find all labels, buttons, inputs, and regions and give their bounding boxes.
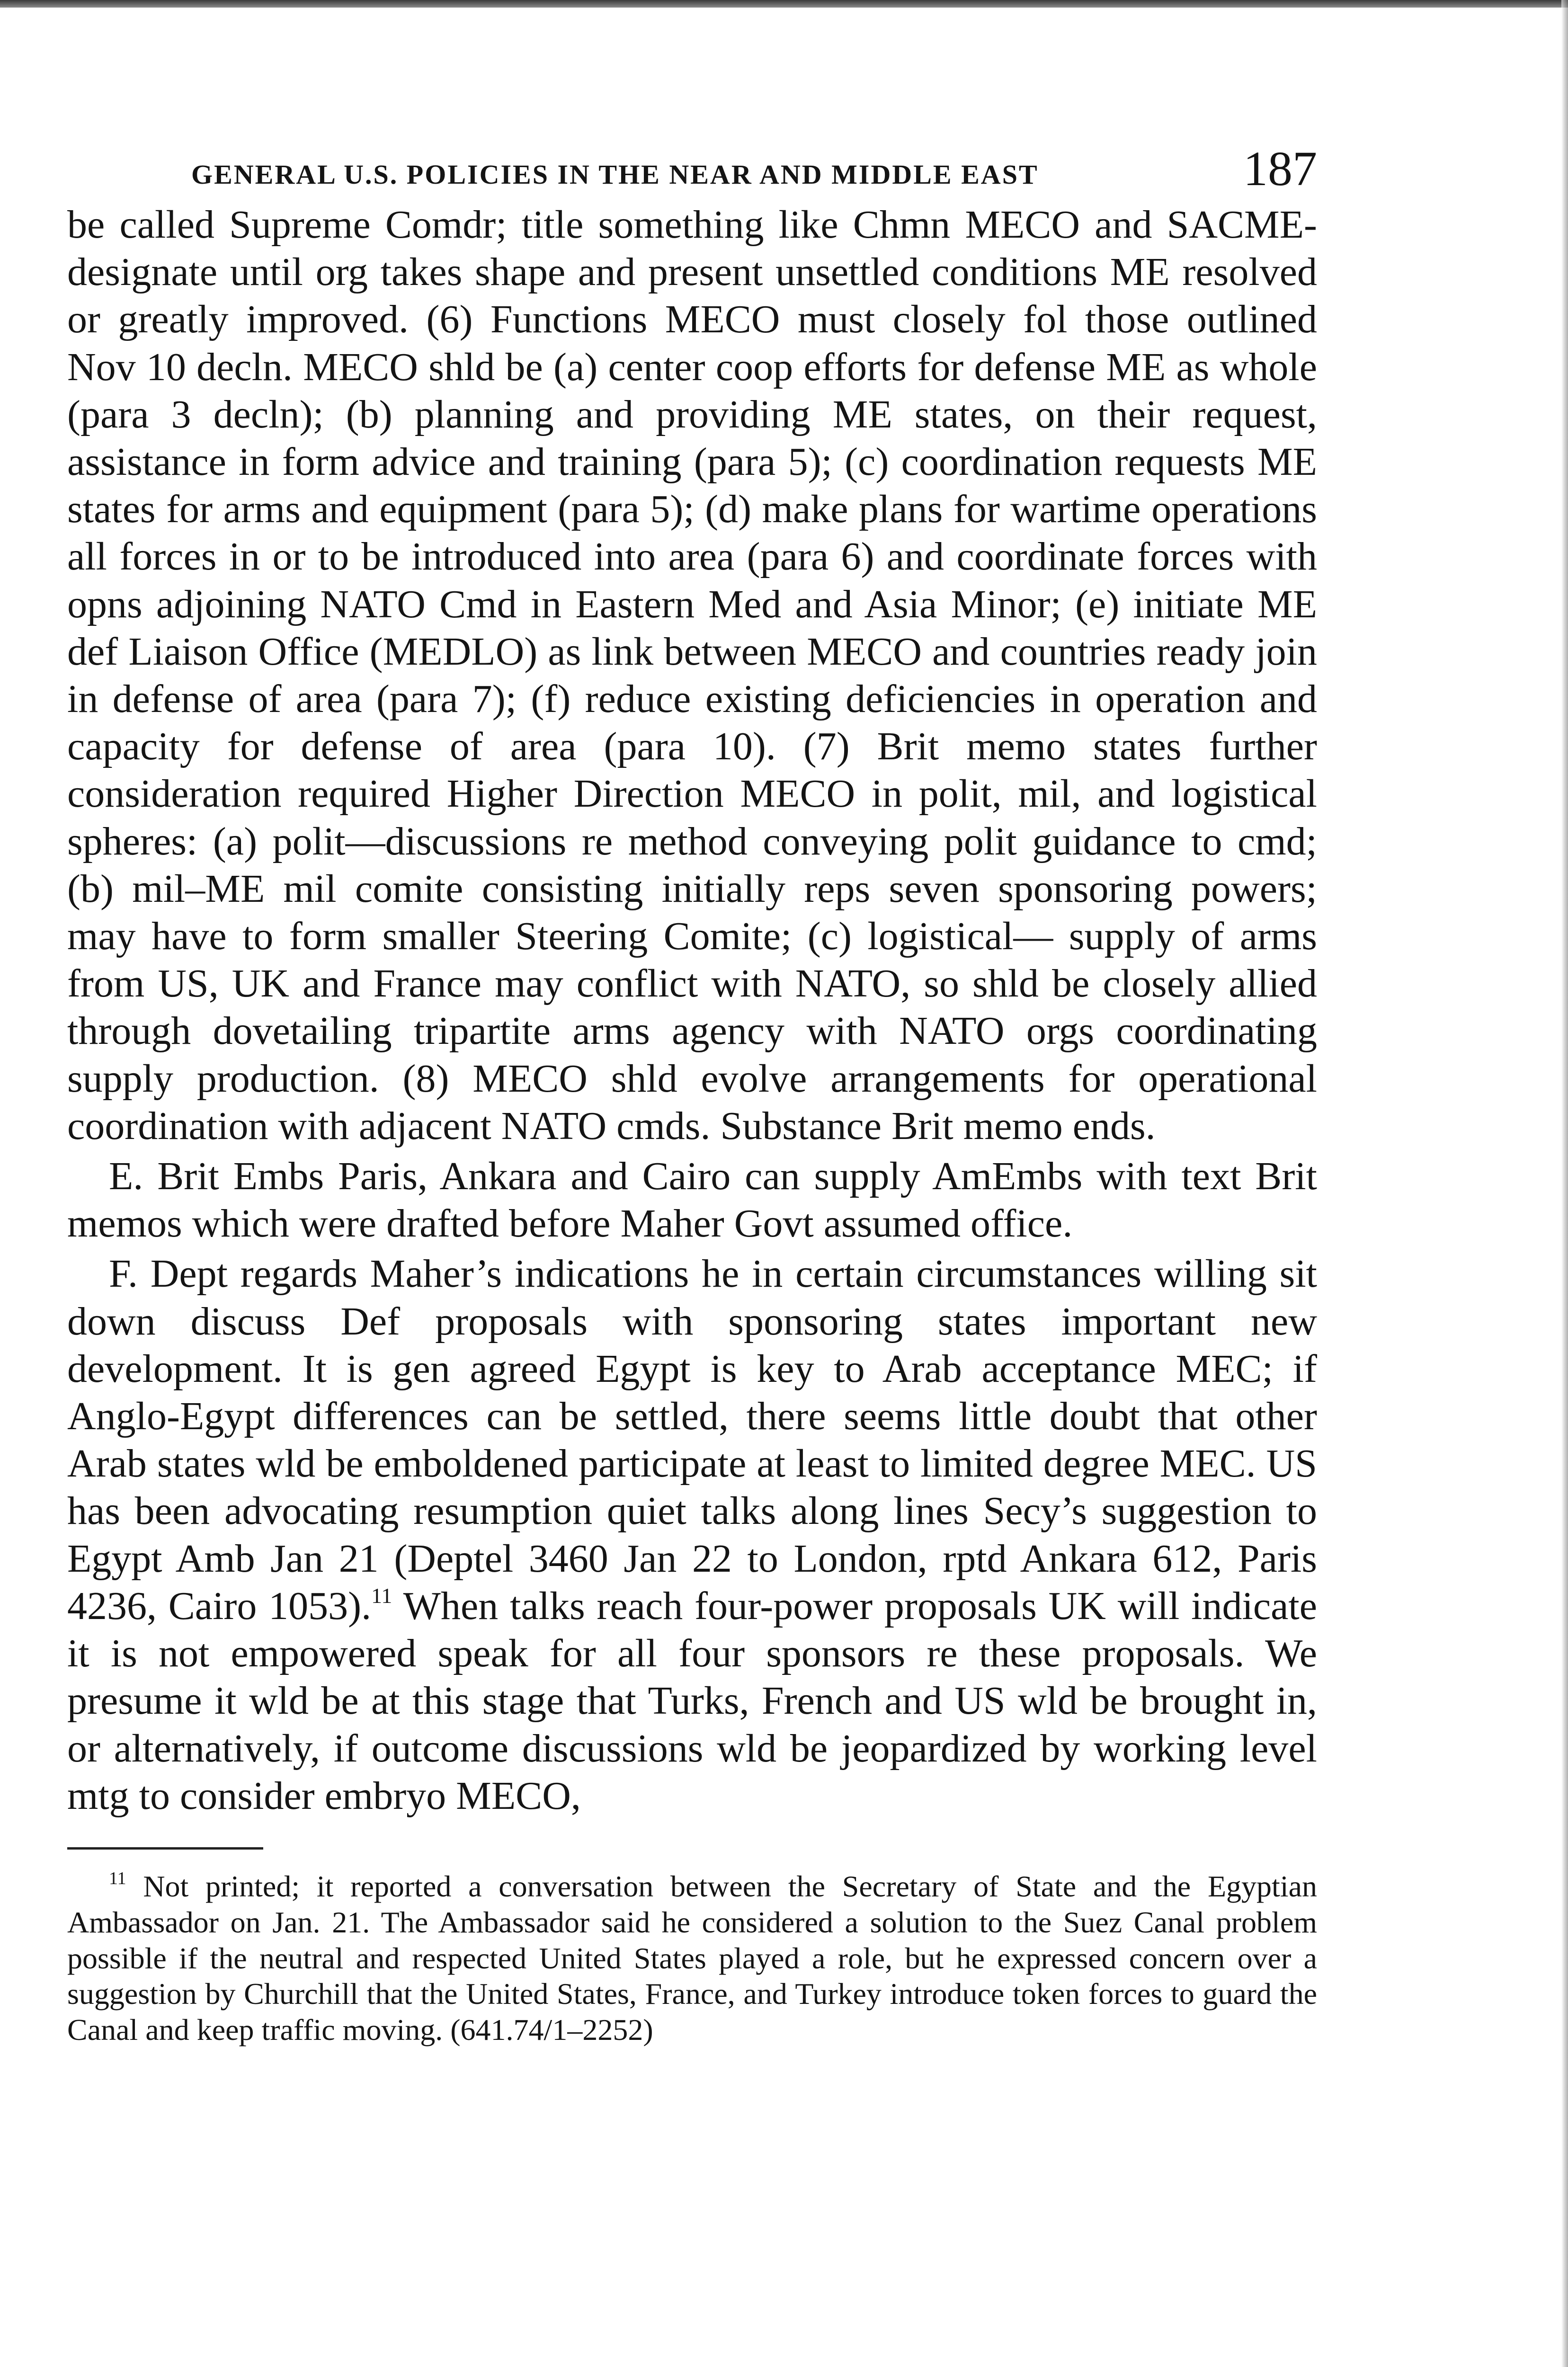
top-edge-rule	[0, 0, 1568, 8]
page-number: 187	[1243, 142, 1317, 196]
paragraph-e: E. Brit Embs Paris, Ankara and Cairo can supply AmEmbs with text Brit memos which were drafted before Maher Govt assumed office.	[67, 1154, 1317, 1246]
paragraph-continued: be called Supreme Comdr; title something like Chmn MECO and SACME-designate until org takes shape and present unsettled conditions ME resolved or greatly improved. (6) Functions MECO must closely fol those outlined Nov 10 decln. MECO shld be (a) center coop efforts for defense ME as whole (para 3 decln); (b) planning and providing ME states, on their request, assistance in form advice and training (para 5); (c) coordination requests ME states for arms and equipment (para 5); (d) make plans for wartime operations all forces in or to be introduced into area (para 6) and coordinate forces with opns adjoining NATO Cmd in Eastern Med and Asia Minor; (e) initiate ME def Liaison Office (MEDLO) as link between MECO and countries ready join in defense of area (para 7); (f) reduce existing deficiencies in operation and capacity for defense of area (para 10). (7) Brit memo states further consideration required Higher Direction MECO in polit, mil, and logistical spheres: (a) polit—discussions re method conveying polit guidance to cmd; (b) mil–ME mil comite consisting initially reps seven sponsoring powers; may have to form smaller Steering Comite; (c) logistical— supply of arms from US, UK and France may conflict with NATO, so shld be closely allied through dovetailing tripartite arms agency with NATO orgs coordinating supply production. (8) MECO shld evolve arrangements for operational coordination with adjacent NATO cmds. Substance Brit memo ends.	[67, 203, 1317, 1148]
footnote-11	[67, 1869, 1317, 2048]
footnote-marker: 11	[109, 1868, 126, 1888]
body-text	[67, 201, 1317, 1820]
running-title: GENERAL U.S. POLICIES IN THE NEAR AND MIDDLE EAST	[191, 159, 1039, 190]
footnote-separator	[67, 1847, 263, 1850]
document-page	[67, 135, 1317, 2078]
page-edge-shadow	[1561, 0, 1568, 2367]
paragraph-f-text-after-note: When talks reach four-power proposals UK will indicate it is not empowered speak for all four sponsors re these proposals. We presume it wld be at this stage that Turks, French and US wld be brought in, or alternatively, if outcome discussions wld be jeopardized by working level mtg to consider embryo MECO,	[67, 1584, 1318, 1818]
footnote-text: Not printed; it reported a conversation between the Secretary of State and the Egyptian Ambassador on Jan. 21. The Ambassador said he considered a solution to the Suez Canal problem possible if the neutral and respected United States played a role, but he expressed concern over a suggestion by Churchill that the United States, France, and Turkey introduce token forces to guard the Canal and keep traffic moving. (641.74/1–2252)	[67, 1869, 1318, 2047]
paragraph-f-text-before-note: F. Dept regards Maher’s indications he in certain circumstances willing sit down discuss Def proposals with sponsoring states important new development. It is gen agreed Egypt is key to Arab acceptance MEC; if Anglo-Egypt differences can be settled, there seems little doubt that other Arab states wld be emboldened participate at least to limited degree MEC. US has been advocating resumption quiet talks along lines Secy’s suggestion to Egypt Amb Jan 21 (Deptel 3460 Jan 22 to London, rptd Ankara 612, Paris 4236, Cairo 1053).	[67, 1252, 1317, 1628]
footnote-reference-11: 11	[371, 1583, 392, 1608]
paragraph-f	[67, 1250, 1317, 1819]
running-header	[67, 135, 1317, 201]
